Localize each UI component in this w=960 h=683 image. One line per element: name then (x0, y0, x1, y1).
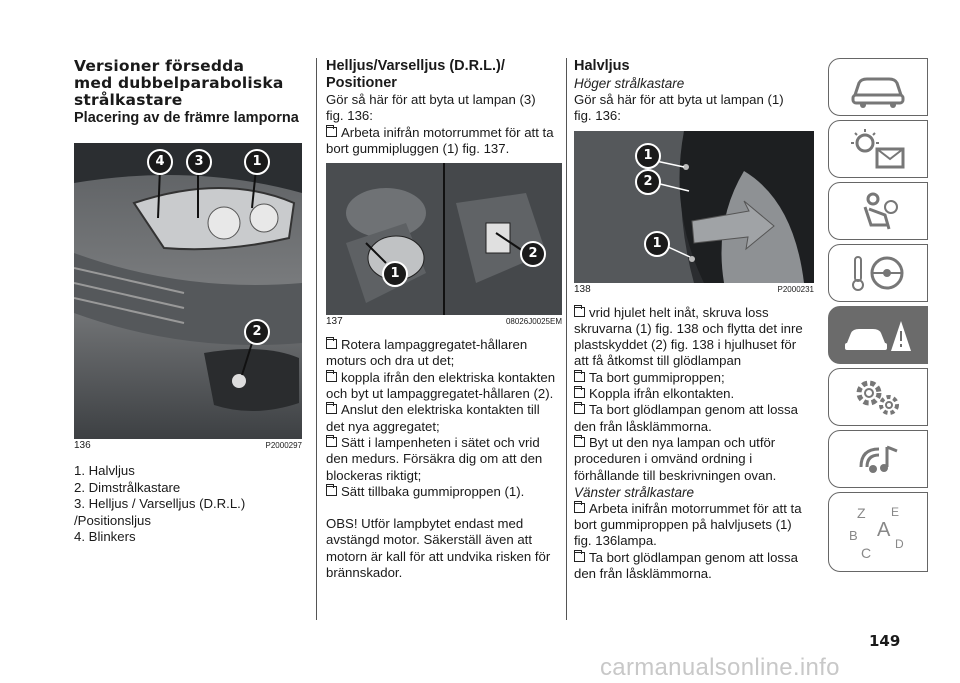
step-checkbox-icon (326, 127, 337, 137)
note-line: avstängd motor. Säkerställ även att (326, 532, 532, 548)
callout-badge: 1 (635, 143, 661, 169)
column-3 (574, 58, 814, 582)
heading-line: Positioner (326, 75, 397, 91)
chapter-tabs (828, 58, 928, 576)
paragraph-line: fig. 136: (574, 108, 621, 124)
step-text: Sätt tillbaka gummiproppen (1). (341, 483, 525, 499)
note-line: brännskador. (326, 565, 403, 581)
warning-lights-icon (843, 127, 913, 171)
step-checkbox-icon (574, 372, 585, 382)
step-checkbox-icon (326, 404, 337, 414)
subheading: Vänster strålkastare (574, 484, 695, 500)
callout-badge: 1 (244, 149, 270, 175)
step (326, 484, 562, 500)
tab-maintenance[interactable] (828, 368, 928, 426)
step-text: Byt ut den nya lampan och utför (589, 434, 776, 450)
step (326, 125, 562, 141)
step (574, 550, 814, 566)
figure-number: 137 (326, 316, 343, 328)
step-text: Ta bort gummiproppen; (589, 369, 725, 385)
callout-badge: 1 (382, 261, 408, 287)
note (326, 516, 562, 581)
column-divider (316, 58, 317, 620)
step (574, 402, 814, 418)
tab-car-dashboard[interactable] (828, 58, 928, 116)
step-checkbox-icon (574, 552, 585, 562)
callout-badge: 2 (635, 169, 661, 195)
step-text: förhållande till beskrivningen ovan. (574, 467, 777, 483)
heading-line: strålkastare (74, 91, 183, 109)
heading-line: med dubbelparaboliska (74, 74, 284, 92)
engine-bay-photo (326, 163, 562, 315)
step-text: bort gummipluggen (1) fig. 137. (326, 140, 510, 156)
figure-code: P2000231 (777, 284, 814, 294)
index-letter: E (891, 505, 900, 519)
paragraph-line: Gör så här för att byta ut lampan (3) (326, 92, 536, 107)
figure-number: 138 (574, 283, 591, 295)
step-checkbox-icon (326, 437, 337, 447)
legend-item: /Positionsljus (74, 512, 151, 528)
legend-item: 1. Halvljus (74, 463, 135, 478)
step-text: koppla ifrån den elektriska kontakten (341, 369, 556, 385)
legend-item: 4. Blinkers (74, 529, 136, 544)
step (326, 402, 562, 418)
tab-seat-airbag[interactable] (828, 182, 928, 240)
index-letter: B (849, 528, 858, 543)
section-heading: Halvljus (574, 58, 630, 74)
callout-badge: 3 (186, 149, 212, 175)
step (574, 501, 814, 517)
step-text: blockeras riktigt; (326, 467, 422, 483)
legend-list (74, 463, 302, 546)
page-number: 149 (869, 632, 901, 650)
callout-badge: 2 (244, 319, 270, 345)
step-checkbox-icon (326, 339, 337, 349)
step-checkbox-icon (326, 372, 337, 382)
step-text: det nya aggregatet; (326, 418, 440, 434)
step-text: Ta bort glödlampan genom att lossa (589, 549, 798, 565)
step-text: fig. 136lampa. (574, 533, 657, 549)
legend-item: 3. Helljus / Varselljus (D.R.L.) (74, 496, 246, 511)
step (574, 435, 814, 451)
step-text: Arbeta inifrån motorrummet för att ta (589, 500, 802, 516)
callout-badge: 2 (520, 241, 546, 267)
index-letter: A (877, 519, 891, 541)
paragraph-line: Gör så här för att byta ut lampan (1) (574, 92, 784, 107)
index-letter: Z (857, 505, 866, 521)
step-text: skruvarna (1) fig. 138 och flytta det inre (574, 320, 803, 336)
figure-caption (574, 285, 814, 295)
seat-airbag-icon (843, 189, 913, 233)
section-heading (326, 58, 562, 92)
maintenance-gears-icon (843, 375, 913, 419)
legend-item: 2. Dimstrålkastare (74, 479, 181, 495)
step-checkbox-icon (574, 388, 585, 398)
figure-number: 136 (74, 440, 91, 451)
headlight-photo (74, 143, 302, 439)
step-checkbox-icon (574, 503, 585, 513)
step-text: och byt ut lampaggregatet-hållaren (2). (326, 386, 554, 402)
step (326, 435, 562, 451)
step-text: Anslut den elektriska kontakten till (341, 402, 540, 418)
step (574, 370, 814, 386)
figure-137 (326, 163, 562, 315)
step-text: vrid hjulet helt inåt, skruva loss (589, 304, 769, 320)
step-text: Arbeta inifrån motorrummet för att ta (341, 124, 554, 140)
car-dashboard-icon (843, 65, 913, 109)
index-letters-icon (843, 502, 913, 562)
step (326, 370, 562, 386)
figure-caption (326, 317, 562, 327)
figure-code: P2000297 (265, 441, 302, 450)
emergency-car-icon (843, 313, 913, 357)
step-checkbox-icon (574, 307, 585, 317)
step-checkbox-icon (574, 404, 585, 414)
column-divider (566, 58, 567, 620)
step (326, 337, 562, 353)
step-text: den från låsklämmorna. (574, 566, 712, 582)
column-1 (74, 58, 302, 546)
figure-code: 08026J0025EM (505, 317, 562, 327)
column-2 (326, 58, 562, 581)
heading-line: Versioner försedda (74, 57, 245, 75)
step-text: Ta bort glödlampan genom att lossa (589, 402, 798, 418)
subheading: Höger strålkastare (574, 76, 685, 91)
tab-index[interactable] (828, 492, 928, 572)
subheading: Placering av de främre lamporna (74, 110, 299, 126)
tab-multimedia[interactable] (828, 430, 928, 488)
step-text: den medurs. Försäkra dig om att den (326, 451, 543, 467)
callout-badge: 1 (644, 231, 670, 257)
step-text: Rotera lampaggregatet-hållaren (341, 337, 528, 353)
step (574, 305, 814, 321)
step-text: moturs och dra ut det; (326, 353, 455, 369)
tab-warning-lights[interactable] (828, 120, 928, 178)
step-text: Sätt i lampenheten i sätet och vrid (341, 434, 540, 450)
note-line: OBS! Utför lampbytet endast med (326, 516, 524, 532)
watermark: carmanualsonline.info (600, 654, 840, 681)
figure-136 (74, 143, 302, 439)
figure-138 (574, 131, 814, 283)
heading-line: Helljus/Varselljus (D.R.L.)/ (326, 58, 505, 74)
step-text: den från låsklämmorna. (574, 418, 712, 434)
steps-list (326, 337, 562, 500)
step-text: Koppla ifrån elkontakten. (589, 386, 735, 402)
note-line: motorn är kall för att undvika risken för (326, 548, 551, 564)
step-text: bort gummiproppen på halvljusets (1) (574, 517, 792, 533)
step-checkbox-icon (326, 486, 337, 496)
step-text: att få åtkomst till glödlampan (574, 353, 742, 369)
step-text: plastskyddet (2) fig. 138 i hjulhuset för (574, 337, 797, 353)
index-letter: D (895, 537, 904, 551)
tab-emergency[interactable] (828, 306, 928, 364)
index-letter: C (861, 545, 872, 561)
section-heading (74, 58, 302, 109)
figure-caption (74, 441, 302, 451)
step-checkbox-icon (574, 437, 585, 447)
step-text: proceduren i omvänd ordning i (574, 451, 753, 467)
multimedia-icon (843, 437, 913, 481)
tab-steering-key[interactable] (828, 244, 928, 302)
steps-list (574, 501, 814, 582)
steering-key-icon (843, 251, 913, 295)
steps-list (574, 305, 814, 484)
step (574, 386, 814, 402)
paragraph-line: fig. 136: (326, 108, 373, 124)
wheel-arch-photo (574, 131, 814, 283)
callout-badge: 4 (147, 149, 173, 175)
